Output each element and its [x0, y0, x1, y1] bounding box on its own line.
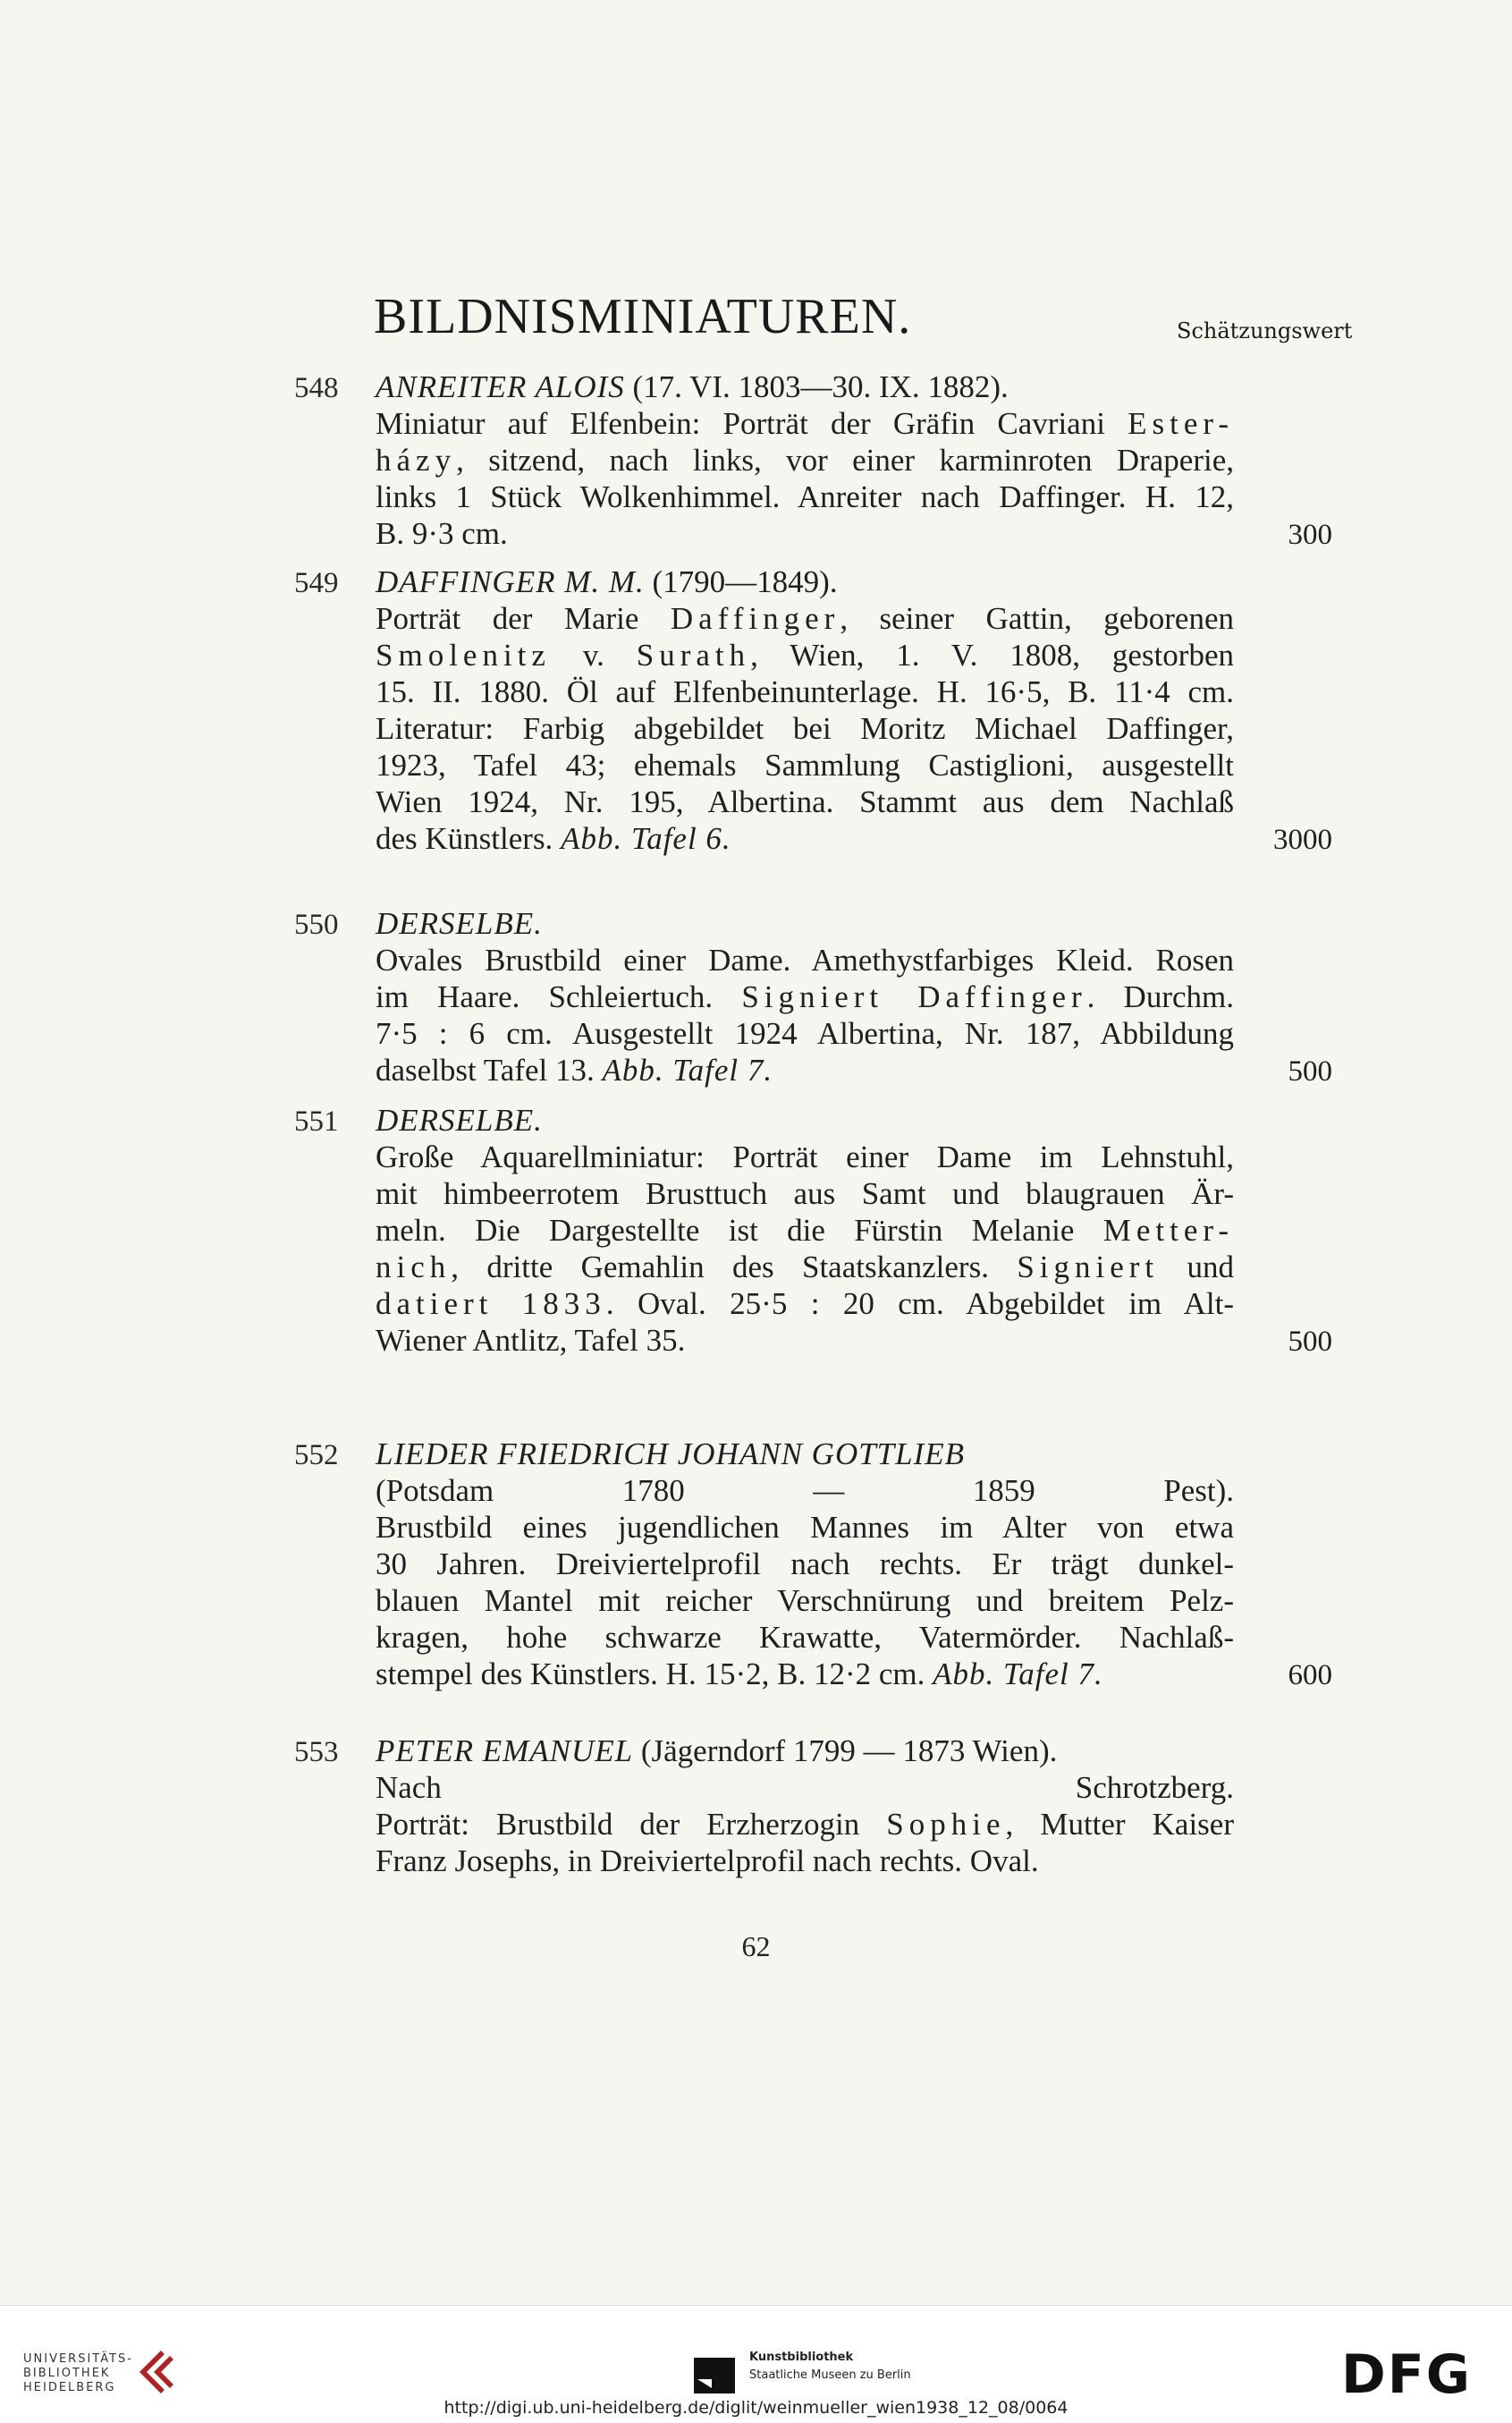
text-run: mit himbeerrotem Brusttuch aus Samt und blaugrauen Är-	[376, 1176, 1234, 1211]
text-run: links 1 Stück Wolkenhimmel. Anreiter nach Daffinger. H. 12,	[376, 479, 1234, 514]
entry-text	[376, 1436, 1234, 1692]
text-run: blauen Mantel mit reicher Verschnürung und breitem Pelz-	[376, 1583, 1234, 1618]
entry-line	[376, 1436, 1234, 1472]
entry-line	[376, 369, 1234, 405]
price-column-label: Schätzungswert	[1177, 318, 1353, 343]
text-run: . Durchm.	[1086, 979, 1234, 1014]
italic-text: DAFFINGER M. M.	[376, 564, 645, 599]
text-run: Brustbild eines jugendlichen Mannes im Alter von etwa	[376, 1510, 1234, 1545]
entry-line	[376, 1052, 1234, 1089]
text-run: Große Aquarellminiatur: Porträt einer Dame im Lehnstuhl,	[376, 1139, 1234, 1174]
text-run: , Mutter Kaiser	[1005, 1807, 1234, 1842]
entry-line	[376, 1843, 1234, 1879]
italic-text: Abb. Tafel 6.	[561, 821, 731, 856]
text-run: Franz Josephs, in Dreiviertelprofil nach rechts. Oval.	[376, 1843, 1039, 1878]
footer-bar	[0, 2305, 1512, 2423]
entry-line	[376, 1656, 1234, 1692]
text-run: Ovales Brustbild einer Dame. Amethystfarbiges Kleid. Rosen	[376, 943, 1234, 978]
spaced-text: nich	[376, 1250, 452, 1284]
text-run: stempel des Künstlers. H. 15·2, B. 12·2 cm.	[376, 1656, 933, 1691]
italic-text: PETER EMANUEL	[376, 1733, 634, 1768]
university-logo-icon	[134, 2347, 182, 2397]
spaced-text: Signiert Daffinger	[741, 979, 1087, 1014]
university-line-2: BIBLIOTHEK	[23, 2367, 111, 2380]
entry-line	[376, 600, 1234, 637]
entry-number: 553	[294, 1736, 339, 1768]
entry-line	[376, 784, 1234, 820]
spaced-text: datiert 1833	[376, 1286, 606, 1321]
text-run: . Oval. 25·5 : 20 cm. Abgebildet im Alt-	[605, 1286, 1234, 1321]
entry-line	[376, 1546, 1234, 1582]
text-run: (Potsdam 1780 — 1859 Pest).	[376, 1473, 1234, 1508]
text-run: im Haare. Schleiertuch.	[376, 979, 742, 1014]
entry-number: 548	[294, 372, 339, 404]
italic-text: Abb. Tafel 7.	[602, 1053, 773, 1088]
entry-text	[376, 1733, 1234, 1879]
university-line-3: HEIDELBERG	[23, 2381, 116, 2394]
spaced-text: Surath	[636, 638, 751, 673]
source-url[interactable]: http://digi.ub.uni-heidelberg.de/diglit/weinmueller_wien1938_12_08/0064	[443, 2398, 1069, 2418]
kunstbibliothek-logo-icon	[694, 2358, 735, 2393]
text-run: , sitzend, nach links, vor einer karminroten Draperie,	[456, 443, 1234, 478]
entry-line	[376, 747, 1234, 784]
entry-text	[376, 1102, 1234, 1359]
dfg-logo: DFG	[1341, 2343, 1473, 2406]
spaced-text: Sophie	[886, 1807, 1006, 1842]
entry-line	[376, 1139, 1234, 1175]
entry-line	[376, 1322, 1234, 1359]
entry-line	[376, 1509, 1234, 1546]
text-run: 15. II. 1880. Öl auf Elfenbeinunterlage. H. 16·5, B. 11·4 cm.	[376, 674, 1234, 709]
entry-line	[376, 1582, 1234, 1619]
italic-text: DERSELBE.	[376, 906, 543, 941]
text-run: kragen, hohe schwarze Krawatte, Vatermörder. Nachlaß-	[376, 1620, 1234, 1655]
entry-line	[376, 1102, 1234, 1139]
entry-line	[376, 1619, 1234, 1656]
university-library-name	[23, 2352, 133, 2395]
entry-number: 552	[294, 1439, 339, 1471]
italic-text: LIEDER FRIEDRICH JOHANN GOTTLIEB	[376, 1436, 966, 1471]
library-subtitle: Staatliche Museen zu Berlin	[749, 2368, 911, 2382]
spaced-text: Daffinger	[670, 601, 840, 636]
text-run: Porträt der Marie	[376, 601, 671, 636]
entry-line	[376, 905, 1234, 942]
text-run: meln. Die Dargestellte ist die Fürstin Melanie	[376, 1213, 1103, 1248]
italic-text: DERSELBE.	[376, 1103, 543, 1138]
text-run: 1923, Tafel 43; ehemals Sammlung Castiglioni, ausgestellt	[376, 748, 1234, 783]
entry-line	[376, 1015, 1234, 1052]
italic-text: Abb. Tafel 7.	[933, 1656, 1103, 1691]
text-run: Porträt: Brustbild der Erzherzogin	[376, 1807, 887, 1842]
entry-line	[376, 479, 1234, 515]
entry-line	[376, 1769, 1234, 1806]
entry-line	[376, 1212, 1234, 1249]
spaced-text: Ester-	[1128, 406, 1234, 441]
entry-line	[376, 515, 1234, 552]
text-run: , Wien, 1. V. 1808, gestorben	[750, 638, 1234, 673]
text-run: (17. VI. 1803—30. IX. 1882).	[624, 369, 1009, 404]
text-run: v.	[550, 638, 637, 673]
entry-line	[376, 1175, 1234, 1212]
entry-text	[376, 369, 1234, 552]
text-run: daselbst Tafel 13.	[376, 1053, 603, 1088]
spaced-text: Signiert	[1017, 1250, 1160, 1284]
text-run: B. 9·3 cm.	[376, 516, 508, 551]
text-run: des Künstlers.	[376, 821, 562, 856]
spaced-text: Metter-	[1102, 1213, 1234, 1248]
university-line-1: UNIVERSITÄTS-	[23, 2352, 133, 2366]
entry-line	[376, 674, 1234, 710]
estimate-price: 500	[1288, 1326, 1332, 1358]
estimate-price: 300	[1288, 519, 1332, 551]
entry-line	[376, 820, 1234, 857]
entry-text	[376, 563, 1234, 857]
text-run: (1790—1849).	[644, 564, 838, 599]
entry-number: 551	[294, 1106, 339, 1138]
entry-line	[376, 1472, 1234, 1509]
text-run: Wiener Antlitz, Tafel 35.	[376, 1323, 686, 1358]
entry-line	[376, 1285, 1234, 1322]
entry-line	[376, 1249, 1234, 1285]
text-run: Nach Schrotzberg.	[376, 1770, 1234, 1805]
entry-text	[376, 905, 1234, 1089]
text-run: Wien 1924, Nr. 195, Albertina. Stammt aus dem Nachlaß	[376, 784, 1234, 819]
kunstbibliothek-label	[749, 2349, 911, 2385]
entry-line	[376, 710, 1234, 747]
text-run: Literatur: Farbig abgebildet bei Moritz Michael Daffinger,	[376, 711, 1234, 746]
estimate-price: 600	[1288, 1659, 1332, 1691]
entry-line	[376, 1733, 1234, 1769]
text-run: 7·5 : 6 cm. Ausgestellt 1924 Albertina, Nr. 187, Abbildung	[376, 1016, 1234, 1051]
entry-line	[376, 942, 1234, 979]
text-run: Miniatur auf Elfenbein: Porträt der Gräfin Cavriani	[376, 406, 1128, 441]
italic-text: ANREITER ALOIS	[376, 369, 625, 404]
entry-line	[376, 405, 1234, 442]
spaced-text: Smolenitz	[376, 638, 551, 673]
page-number: 62	[741, 1930, 771, 1962]
entry-line	[376, 563, 1234, 600]
text-run: , seiner Gattin, geborenen	[840, 601, 1234, 636]
entry-number: 549	[294, 567, 339, 599]
library-name: Kunstbibliothek	[749, 2351, 854, 2364]
entry-line	[376, 637, 1234, 674]
entry-line	[376, 442, 1234, 479]
text-run: und	[1159, 1250, 1234, 1284]
page-title: BILDNISMINIATUREN.	[374, 289, 912, 344]
entry-line	[376, 1806, 1234, 1843]
text-run: (Jägerndorf 1799 — 1873 Wien).	[633, 1733, 1058, 1768]
estimate-price: 500	[1288, 1055, 1332, 1088]
entry-line	[376, 979, 1234, 1015]
entry-number: 550	[294, 909, 339, 941]
text-run: , dritte Gemahlin des Staatskanzlers.	[451, 1250, 1018, 1284]
text-run: 30 Jahren. Dreiviertelprofil nach rechts. Er trägt dunkel-	[376, 1546, 1234, 1581]
estimate-price: 3000	[1273, 824, 1332, 856]
spaced-text: házy	[376, 443, 457, 478]
